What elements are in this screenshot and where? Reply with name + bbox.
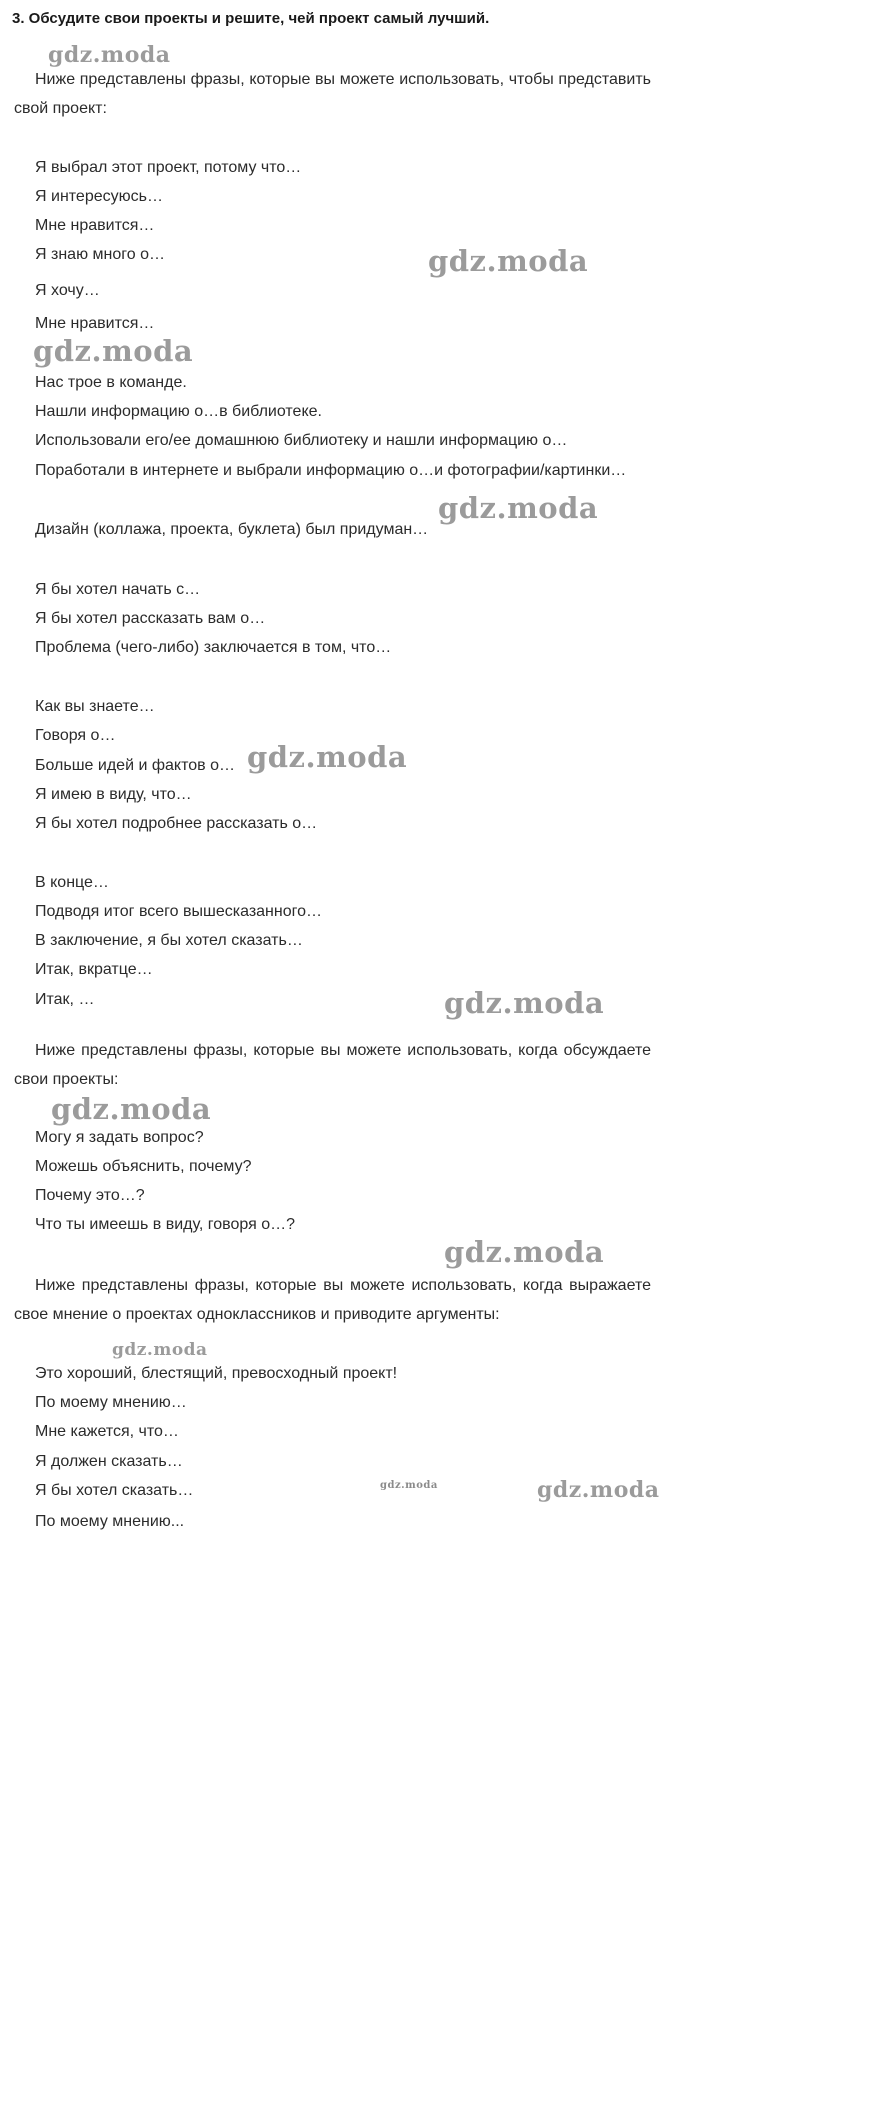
phrase-item: Я знаю много о… xyxy=(35,246,165,263)
intro-paragraph: Ниже представлены фразы, которые вы можете использовать, когда выражаете свое мнение о проектах одноклассников и приводите аргументы: xyxy=(14,1277,651,1323)
watermark: gdz.moda xyxy=(428,244,589,278)
phrase-item: В заключение, я бы хотел сказать… xyxy=(35,932,303,949)
phrase-item: Могу я задать вопрос? xyxy=(35,1129,204,1146)
phrase-item: Я интересуюсь… xyxy=(35,188,163,205)
phrase-item: Итак, … xyxy=(35,991,95,1008)
watermark: gdz.moda xyxy=(33,334,194,368)
phrase-item: Нас трое в команде. xyxy=(35,374,187,391)
phrase-item: Я должен сказать… xyxy=(35,1453,183,1470)
phrase-item: Я бы хотел рассказать вам о… xyxy=(35,610,266,627)
intro-paragraph: Ниже представлены фразы, которые вы можете использовать, когда обсуждаете свои проекты: xyxy=(14,1042,651,1088)
phrase-item: Как вы знаете… xyxy=(35,698,155,715)
phrase-item: Мне кажется, что… xyxy=(35,1423,179,1440)
watermark: gdz.moda xyxy=(51,1092,212,1126)
phrase-item: Мне нравится… xyxy=(35,315,155,332)
phrase-item: По моему мнению… xyxy=(35,1394,187,1411)
watermark: gdz.moda xyxy=(48,42,171,68)
phrase-item: По моему мнению... xyxy=(35,1513,185,1530)
task-title: 3. Обсудите свои проекты и решите, чей проект самый лучший. xyxy=(12,10,490,27)
phrase-paragraph: Поработали в интернете и выбрали информацию о…и фотографии/картинки… xyxy=(35,462,627,479)
phrase-item: В конце… xyxy=(35,874,109,891)
phrase-item: Это хороший, блестящий, превосходный проект! xyxy=(35,1365,398,1382)
watermark: gdz.moda xyxy=(537,1477,660,1503)
phrase-item: Использовали его/ее домашнюю библиотеку и нашли информацию о… xyxy=(35,432,568,449)
phrase-item: Почему это…? xyxy=(35,1187,145,1204)
phrase-item: Подводя итог всего вышесказанного… xyxy=(35,903,322,920)
phrase-item: Итак, вкратце… xyxy=(35,961,153,978)
phrase-item: Я бы хотел сказать… xyxy=(35,1482,194,1499)
phrase-item: Можешь объяснить, почему? xyxy=(35,1158,252,1175)
watermark: gdz.moda xyxy=(380,1480,438,1491)
phrase-item: Нашли информацию о…в библиотеке. xyxy=(35,403,322,420)
phrase-item: Мне нравится… xyxy=(35,217,155,234)
watermark: gdz.moda xyxy=(444,1235,605,1269)
phrase-item: Проблема (чего-либо) заключается в том, что… xyxy=(35,639,392,656)
watermark: gdz.moda xyxy=(112,1340,208,1360)
phrase-item: Я имею в виду, что… xyxy=(35,786,192,803)
intro-paragraph: Ниже представлены фразы, которые вы можете использовать, чтобы представить свой проект: xyxy=(14,71,651,117)
phrase-item: Я хочу… xyxy=(35,282,100,299)
phrase-item: Я выбрал этот проект, потому что… xyxy=(35,159,302,176)
phrase-item: Я бы хотел начать с… xyxy=(35,581,201,598)
phrase-item: Я бы хотел подробнее рассказать о… xyxy=(35,815,318,832)
watermark: gdz.moda xyxy=(438,491,599,525)
phrase-item: Дизайн (коллажа, проекта, буклета) был придуман… xyxy=(35,521,429,538)
watermark: gdz.moda xyxy=(444,986,605,1020)
phrase-item: Говоря о… xyxy=(35,727,116,744)
phrase-item: Что ты имеешь в виду, говоря о…? xyxy=(35,1216,296,1233)
watermark: gdz.moda xyxy=(247,740,408,774)
phrase-item: Больше идей и фактов о… xyxy=(35,757,235,774)
